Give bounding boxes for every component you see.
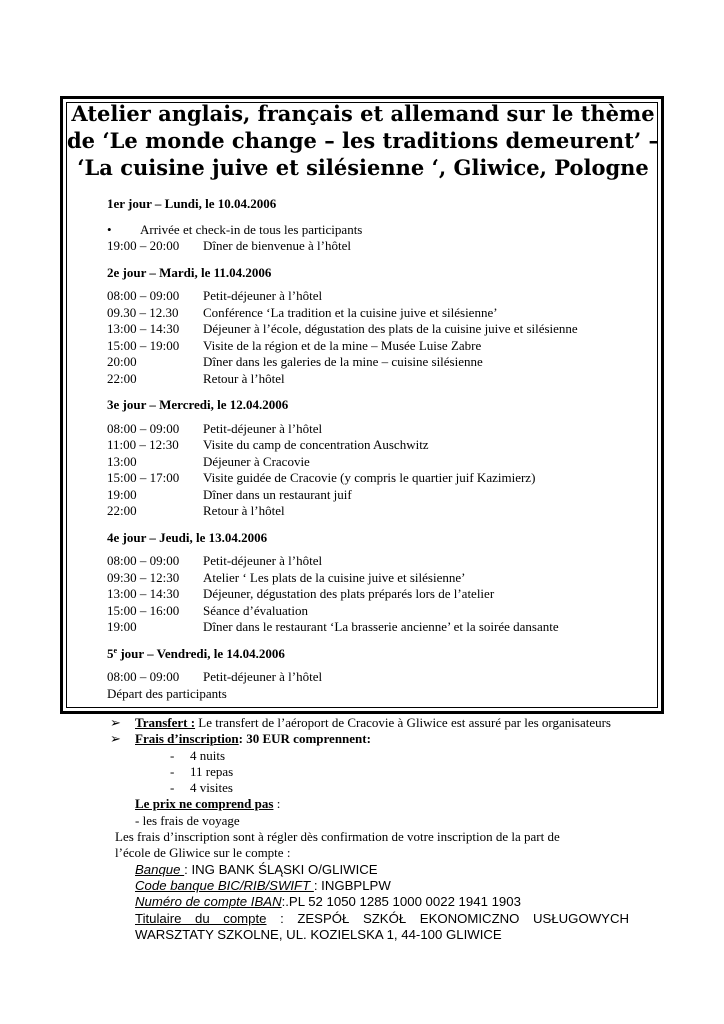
schedule-row [107,338,657,355]
schedule-row [107,553,657,570]
day5-heading-number: 5 [107,645,114,661]
schedule-time: 08:00 – 09:00 [107,553,180,568]
schedule-time: 11:00 – 12:30 [107,437,179,452]
schedule-row [107,437,657,454]
schedule-time: 20:00 [107,354,137,369]
schedule-desc: Visite guidée de Cracovie (y compris le quartier juif Kazimierz) [203,470,536,485]
schedule-row [107,321,657,338]
day5-heading [107,646,657,663]
account-holder-address: WARSZTATY SZKOLNE, UL. KOZIELSKA 1, 44-100 GLIWICE [135,926,502,942]
payment-line-2: l’école de Gliwice sur le compte : [115,845,291,861]
schedule-time: 09.30 – 12.30 [107,304,179,320]
exclusion-heading [110,796,670,812]
schedule-time: 13:00 [107,453,137,469]
schedule-row [107,305,657,322]
dash-marker: - [170,780,175,796]
schedule-desc: Petit-déjeuner à l’hôtel [203,553,323,568]
day5-heading-superscript: e [113,645,118,655]
day5-heading-rest: jour – Vendredi, le 14.04.2006 [117,645,285,661]
schedule-desc: Dîner dans un restaurant juif [203,486,352,502]
schedule-desc: Déjeuner à l’école, dégustation des plats de la cuisine juive et silésienne [203,321,578,336]
schedule-row [107,586,657,603]
schedule-desc: Visite de la région et de la mine – Musée Luise Zabre [203,337,482,353]
frais-subitem [110,764,670,780]
schedule-desc: Petit-déjeuner à l’hôtel [203,288,323,303]
schedule-row [107,669,657,686]
account-holder-label: Titulaire du compte [135,910,267,926]
frais-text: : 30 EUR comprennent: [238,731,371,747]
schedule-desc: Déjeuner, dégustation des plats préparés lors de l’atelier [203,586,495,601]
account-holder-value: : ZESPÓŁ SZKÓŁ EKONOMICZNO USŁUGOWYCH [266,910,629,926]
iban-line [110,894,670,910]
schedule-desc: Déjeuner à Cracovie [203,453,310,469]
day1-bullet-text: Arrivée et check-in de tous les participants [140,221,363,237]
schedule-time: 19:00 [107,619,137,634]
bank-code-line [110,878,670,894]
schedule-row [107,619,657,636]
schedule-desc: Conférence ‘La tradition et la cuisine juive et silésienne’ [203,304,498,320]
frais-subitem [110,780,670,796]
program-schedule [107,196,657,702]
schedule-row [107,454,657,471]
frais-subitem-text: 4 visites [190,780,233,796]
schedule-row [107,288,657,305]
transfert-text: Le transfert de l’aéroport de Cracovie à Gliwice est assuré par les organisateurs [195,715,611,730]
schedule-desc: Visite du camp de concentration Auschwitz [203,437,429,452]
schedule-desc: Dîner dans le restaurant ‘La brasserie ancienne’ et la soirée dansante [203,619,559,634]
schedule-row [107,470,657,487]
bank-name-value: : ING BANK ŚLĄSKI O/GLIWICE [184,861,378,877]
bank-code-value: : INGBPLPW [313,877,391,893]
schedule-desc: Petit-déjeuner à l’hôtel [203,420,323,436]
transfert-label: Transfert : [135,715,196,730]
schedule-desc: Séance d’évaluation [203,602,309,618]
schedule-desc: Atelier ‘ Les plats de la cuisine juive et silésienne’ [203,569,466,585]
day1-heading: 1er jour – Lundi, le 10.04.2006 [107,196,277,211]
schedule-desc: Retour à l’hôtel [203,503,285,518]
schedule-desc: Dîner dans les galeries de la mine – cuisine silésienne [203,354,483,369]
frais-subitem-text: 4 nuits [190,747,226,763]
frais-subitem [110,748,670,764]
schedule-row [107,238,657,255]
schedule-row [107,603,657,620]
bank-name-label: Banque [135,861,185,877]
schedule-row [107,487,657,504]
schedule-row [107,570,657,587]
schedule-row [107,371,657,388]
frais-item [110,731,670,747]
schedule-desc: Dîner de bienvenue à l’hôtel [203,238,351,253]
transfert-item [110,715,670,731]
schedule-time: 08:00 – 09:00 [107,420,180,436]
document-title: Atelier anglais, français et allemand sur le thème de ‘Le monde change – les traditions demeurent’ – ‘La cuisine juive et silésienne ‘, Gliwice, Pologne [66,101,660,180]
arrow-bullet-icon: ➢ [110,731,121,747]
day3-heading: 3e jour – Mercredi, le 12.04.2006 [107,397,289,412]
day1-bullet-item [107,222,657,239]
bank-name-line [110,862,670,878]
schedule-row [107,503,657,520]
schedule-time: 13:00 – 14:30 [107,321,180,336]
schedule-desc: Retour à l’hôtel [203,370,285,386]
exclusion-label: Le prix ne comprend pas [135,796,274,812]
schedule-time: 15:00 – 16:00 [107,602,180,618]
schedule-desc: Petit-déjeuner à l’hôtel [203,669,323,684]
bullet-icon: • [107,221,112,237]
schedule-time: 19:00 – 20:00 [107,238,180,253]
schedule-row [107,354,657,371]
exclusion-colon: : [273,796,281,812]
schedule-time: 15:00 – 19:00 [107,337,180,353]
departure-text: Départ des participants [107,685,227,701]
frais-subitem-text: 11 repas [190,763,234,779]
schedule-time: 22:00 [107,370,137,386]
schedule-time: 09:30 – 12:30 [107,569,180,585]
schedule-row [107,421,657,438]
schedule-time: 19:00 [107,486,137,502]
schedule-time: 22:00 [107,503,137,518]
arrow-bullet-icon: ➢ [110,715,121,730]
frais-label: Frais d’inscription [135,731,239,747]
bank-code-label: Code banque BIC/RIB/SWIFT [135,877,314,893]
account-holder-line [110,911,629,927]
dash-marker: - [170,747,175,763]
day2-heading: 2e jour – Mardi, le 11.04.2006 [107,264,272,280]
schedule-time: 15:00 – 17:00 [107,470,180,485]
dash-marker: - [170,763,175,779]
schedule-time: 08:00 – 09:00 [107,669,180,684]
payment-line-1: Les frais d’inscription sont à régler dès confirmation de votre inscription de la part de [115,829,560,845]
day4-heading: 4e jour – Jeudi, le 13.04.2006 [107,529,268,545]
iban-value: :.PL 52 1050 1285 1000 0022 1941 1903 [281,894,521,910]
practical-info [110,715,670,943]
iban-label: Numéro de compte IBAN [135,894,282,910]
exclusion-item: - les frais de voyage [135,812,240,828]
schedule-time: 13:00 – 14:30 [107,586,180,601]
schedule-time: 08:00 – 09:00 [107,288,180,303]
